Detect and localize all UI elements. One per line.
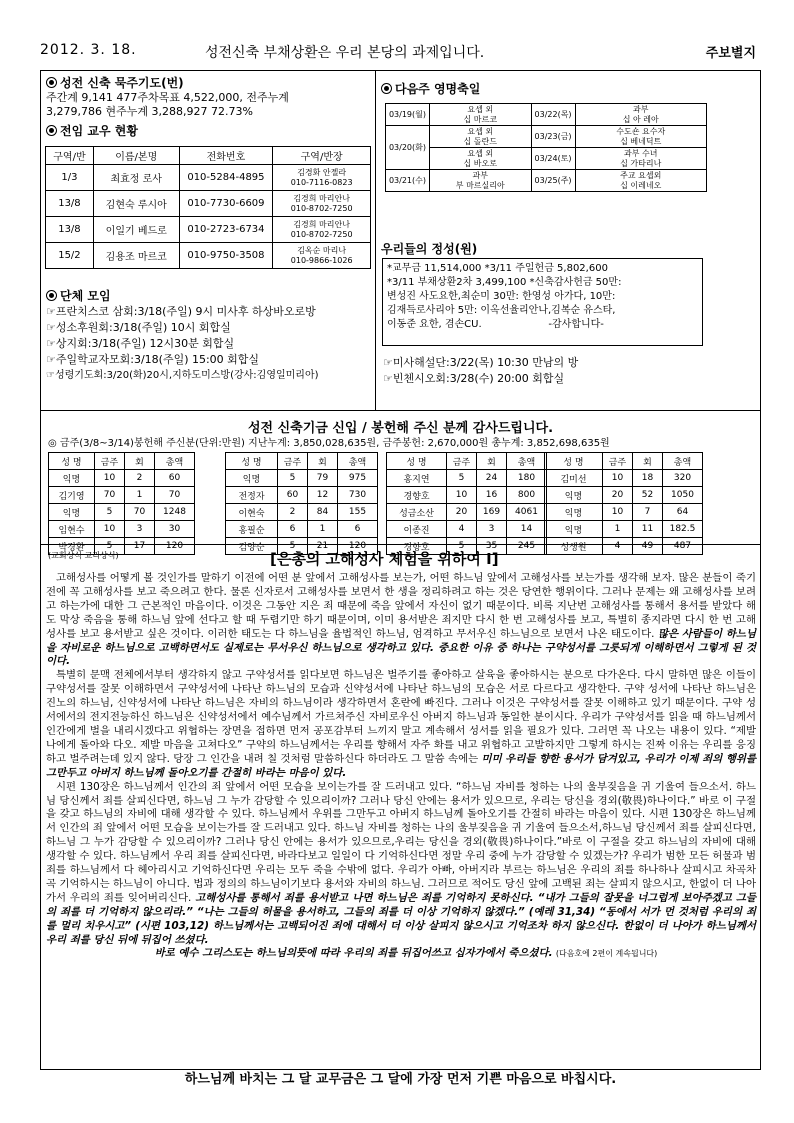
cell-phone: 010-5284-4895 (179, 165, 273, 191)
feast-date: 03/25(주) (531, 170, 575, 192)
table-cell: 1 (603, 521, 633, 538)
fund-table (225, 452, 378, 555)
col-header: 전화번호 (179, 147, 273, 165)
fund-table (544, 452, 703, 555)
table-cell: 4 (447, 521, 477, 538)
table-cell: 6 (338, 521, 378, 538)
feast-names: 과부 부 마르실리아 (429, 170, 531, 192)
offering-section (381, 240, 700, 257)
cell-phone: 010-9750-3508 (179, 243, 273, 269)
bulletin-tag: 주보별지 (705, 46, 756, 61)
table-row (545, 470, 703, 487)
table-cell: 79 (308, 470, 338, 487)
col-header: 금주 (447, 453, 477, 470)
table-row (386, 170, 707, 192)
col-header: 구역/반장 (273, 147, 371, 165)
table-cell: 70 (155, 487, 195, 504)
table-row (387, 521, 547, 538)
table-cell: 익명 (49, 470, 95, 487)
prayer-line-1: 주간계 9,141 477주차목표 4,522,000, 전주누계 (46, 91, 289, 104)
table-row (46, 191, 371, 217)
article-last-line: 바로 예수 그리스도는 하느님의뜻에 따라 우리의 죄를 뒤집어쓰고 십자가에서 죽으셨다. (다음호에 2편이 계속됩니다) (154, 947, 658, 960)
table-cell: 24 (477, 470, 507, 487)
table-row (46, 217, 371, 243)
col-header: 총액 (338, 453, 378, 470)
list-item: ☞성소후원회:3/18(주일) 10시 회합실 (46, 321, 231, 334)
feast-date: 03/20(화) (386, 126, 430, 170)
table-cell: 12 (308, 487, 338, 504)
pastors-table (45, 146, 371, 269)
table-cell: 120 (155, 538, 195, 555)
cell-leader: 김경화 안젤라 010-7116-0823 (273, 165, 371, 191)
table-cell: 5 (95, 504, 125, 521)
table-row (386, 148, 707, 170)
table-cell: 17 (125, 538, 155, 555)
col-header: 이름/본명 (93, 147, 179, 165)
cell-leader: 김옥순 마리나 010-9866-1026 (273, 243, 371, 269)
offering-title: 우리들의 정성(원) (381, 242, 478, 256)
table-row (49, 521, 195, 538)
column-divider (375, 70, 376, 410)
table-row (545, 504, 703, 521)
col-header: 총액 (663, 453, 703, 470)
cell-area: 1/3 (46, 165, 94, 191)
fund-title: 성전 신축기금 신입 / 봉헌해 주신 분께 감사드립니다. (247, 421, 554, 436)
table-row (387, 504, 547, 521)
table-cell: 4 (603, 538, 633, 555)
table-cell: 800 (507, 487, 547, 504)
cell-area: 13/8 (46, 191, 94, 217)
fund-table (386, 452, 547, 555)
feast-date: 03/23(금) (531, 126, 575, 148)
table-cell: 성생원 (545, 538, 603, 555)
table-cell: 18 (633, 470, 663, 487)
col-header: 회 (477, 453, 507, 470)
table-row (545, 538, 703, 555)
table-header-row (387, 453, 547, 470)
offering-line: *3/11 부채상환2차 3,499,100 *신축감사헌금 50만: (387, 277, 622, 288)
table-cell: 1 (308, 521, 338, 538)
table-cell: 경향호 (387, 538, 447, 555)
table-cell: 김기영 (49, 487, 95, 504)
col-header: 성 명 (387, 453, 447, 470)
table-cell: 49 (633, 538, 663, 555)
bullet-icon (46, 290, 57, 301)
table-cell: 익명 (545, 487, 603, 504)
table-cell: 1050 (663, 487, 703, 504)
table-cell: 10 (447, 487, 477, 504)
feast-date: 03/21(수) (386, 170, 430, 192)
table-cell: 전정자 (226, 487, 278, 504)
table-cell: 5 (447, 470, 477, 487)
offering-box (382, 258, 703, 346)
cell-leader: 김경희 마리안나 010-8702-7250 (273, 217, 371, 243)
table-cell: 70 (95, 487, 125, 504)
footer-slogan: 하느님께 바치는 그 달 교무금은 그 달에 가장 먼저 기쁜 마음으로 바칩시다. (184, 1072, 617, 1087)
list-item: ☞주일학교자모회:3/18(주일) 15:00 회합실 (46, 353, 260, 366)
table-cell: 성금소산 (387, 504, 447, 521)
table-cell: 180 (507, 470, 547, 487)
table-cell: 30 (155, 521, 195, 538)
table-header-row (545, 453, 703, 470)
col-header: 성 명 (49, 453, 95, 470)
list-item: ☞상지회:3/18(주일) 12시30분 회합실 (46, 337, 235, 350)
feast-date: 03/19(월) (386, 104, 430, 126)
feast-names: 수도숀 요수자 십 베네딕트 (575, 126, 706, 148)
table-cell: 5 (447, 538, 477, 555)
table-row (545, 521, 703, 538)
table-cell: 익명 (49, 504, 95, 521)
table-header-row (49, 453, 195, 470)
feast-names: 요셉 외 십 마르코 (429, 104, 531, 126)
prayer-section (46, 74, 372, 139)
table-cell: 16 (477, 487, 507, 504)
col-header: 금주 (603, 453, 633, 470)
col-header: 총액 (507, 453, 547, 470)
table-cell: 84 (308, 504, 338, 521)
table-cell: 이종진 (387, 521, 447, 538)
table-row (386, 126, 707, 148)
col-header: 성 명 (545, 453, 603, 470)
feast-names: 주교 요셉외 십 이레네오 (575, 170, 706, 192)
table-cell: 익명 (545, 504, 603, 521)
table-cell: 52 (633, 487, 663, 504)
feast-date: 03/22(목) (531, 104, 575, 126)
table-cell: 64 (663, 504, 703, 521)
table-row (387, 470, 547, 487)
table-row (49, 504, 195, 521)
table-cell: 10 (95, 521, 125, 538)
bullet-icon (46, 77, 57, 88)
table-cell: 155 (338, 504, 378, 521)
table-cell: 169 (477, 504, 507, 521)
col-header: 회 (633, 453, 663, 470)
table-cell: 익명 (226, 470, 278, 487)
table-cell: 1248 (155, 504, 195, 521)
feast-names: 요셉 외 십 바오로 (429, 148, 531, 170)
col-header: 회 (308, 453, 338, 470)
section-divider-top (40, 410, 761, 411)
table-cell: 60 (278, 487, 308, 504)
table-cell: 20 (603, 487, 633, 504)
table-cell: 320 (663, 470, 703, 487)
article-title: [은총의 고해성사 체험을 위하여 I] (270, 550, 499, 568)
cell-name: 김용조 마르코 (93, 243, 179, 269)
prayer-line-2: 3,279,786 현주누계 3,288,927 72.73% (46, 105, 253, 118)
groups-section (46, 287, 372, 384)
table-row (46, 165, 371, 191)
table-header-row (226, 453, 378, 470)
cell-area: 13/8 (46, 217, 94, 243)
bulletin-motto: 성전신축 부채상환은 우리 본당의 과제입니다. (205, 45, 485, 61)
cell-name: 이일기 베드로 (93, 217, 179, 243)
table-cell: 2 (278, 504, 308, 521)
article-paragraph: 시편 130장은 하느님께서 인간의 죄 앞에서 어떤 모습을 보이는가를 잘 드러내고 있다. “하느님 자비를 청하는 나의 울부짖음을 귀 기울여 들으소서. 하느님 당신께서 죄를 살피신다면, 하느님 그 누가 감당할 수 있으리이까? 그러나 당신 안에는 용서가 있으므로, 우리는 당신을 경외(敬畏)하나이다.” 바로 이 구절을 갖고 하느님의 자비에 대해 생각할 수 있다. 하느님께서 우위를 그만두고 아버지 하느님께 돌아오기를 간절히 바라는 마음이 있다. 시편 130장은 하느님께서 인간의 죄 앞에서 어떤 모습을 보이는가를 잘 드러내고 있다. 하느님 자비를 청하는 나의 울부짖음을 귀 기울여 들으소서,하느님 당신께서 죄를 살피신다면, 하느님 그 누가 감당할 수 있으리이까? 그러나 당신 안에는 용서가 있으므로,우리는 당신을 경외(敬畏)하나이다.”바로 이 구절을 갖고 하느님의 자비에 대해 생각할 수 있다. 하느님께서 우리 죄를 살피신다면, 바라다보고 일일이 다 기억하신다면 정말 우리 중에 누가 감당할 수 있겠는가? 우리가 범한 모든 허물과 범죄를 하느님께서 다 헤아리시고 기억하신다면 우리는 모두 죽을 수밖에 없다. 우리가 아빠, 아버지라 부르는 하느님은 우리의 죄를 하나하나 살피시고 차곡차곡 기억하시는 하느님이 아니다. 법과 정의의 하느님이기보다 용서와 자비의 하느님. 그러므로 적어도 당신 앞에 고백된 죄는 살피지 않으시고, 한없이 더 나아가서 우리의 죄를 잊어버리신다. 고해성사를 통해서 죄를 용서받고 나면 하느님은 죄를 기억하지 못하신다. “내가 그들의 잘못을 너그럽게 보아주겠고 그들의 죄를 더 기억하지 않으리라.” “나는 그들의 허물을 용서하고, 그들의 죄를 더 이상 기억하지 않겠다.” (예레 31,34) “동에서 서가 먼 것처럼 우리의 죄를 멀리 치우시고” (시편 103,12) 하느님께서는 고백되어진 죄에 대해서 더 이상 살피지 않으시고 기억조차 하지 않으신다. 한없이 더 나아가 하느님께서 우리 죄를 당신 뒤에 뒤집어 쓰셨다. (46, 780, 756, 946)
table-cell: 박경환 (49, 538, 95, 555)
table-cell: 김양순 (226, 538, 278, 555)
bullet-icon (46, 125, 57, 136)
table-cell: 14 (507, 521, 547, 538)
table-cell: 홍지연 (387, 470, 447, 487)
table-cell: 익명 (545, 521, 603, 538)
col-header: 성 명 (226, 453, 278, 470)
table-cell: 11 (633, 521, 663, 538)
table-cell: 7 (633, 504, 663, 521)
article-paragraph: 고해성사를 어떻게 볼 것인가를 말하기 이전에 어떤 분 앞에서 고해성사를 보는가, 어떤 하느님 앞에서 고해성사를 보는가를 생각해 보자. 많은 분들이 죽기 전에 꼭 고해성사를 보고 죽으려고 한다. 물론 신자로서 고해성사를 보면서 한 생을 정리하려고 하는 것은 당연한 행위이다. 그러나 문제는 왜 고해성사를 보려고 하는가에 대한 그 근본적인 마음이다. 이것은 그동안 지은 죄 때문에 죽음 앞에서 자신이 없기 때문이다. 비록 지난번 고해성사를 통해서 용서를 받았다 해도 막상 죽음을 통해 하느님 앞에 선다고 할 때 두렵기만 하기 때문이며, 이미 용서받은 죄지만 다시 한 번 고해성사를 보고, 특별히 종지라면 다시 한 번 고해성사를 보고 용서받고 싶은 것이다. 이러한 태도는 다 하느님을 율법적인 하느님, 엄격하고 무서우신 하느님으로 보면서 나온 태도이다. 많은 사람들이 하느님을 자비로운 하느님으로 고백하면서도 실제로는 무서우신 하느님으로 생각하고 있다. 중요한 이유 중 하나는 구약성서를 그릇되게 이해하면서 그렇게 된 것이다. (46, 572, 756, 668)
table-cell: 70 (125, 504, 155, 521)
table-cell: 10 (603, 504, 633, 521)
table-cell: 경향호 (387, 487, 447, 504)
feast-table (385, 103, 707, 192)
table-row (226, 521, 378, 538)
table-row (387, 487, 547, 504)
cell-name: 김현숙 루시아 (93, 191, 179, 217)
table-row (49, 470, 195, 487)
ordination-section (381, 80, 755, 97)
table-cell: 1 (125, 487, 155, 504)
cell-leader: 김경희 마리안나 010-8702-7250 (273, 191, 371, 217)
table-cell: 홍필순 (226, 521, 278, 538)
table-cell: 20 (447, 504, 477, 521)
table-cell: 730 (338, 487, 378, 504)
table-cell: 5 (278, 470, 308, 487)
list-item: ☞프란치스코 삼회:3/18(주일) 9시 미사후 하상바오로방 (46, 305, 316, 318)
ordination-title: 다음주 영명축일 (395, 82, 481, 96)
list-item: ☞성령기도회:3/20(화)20시,지하도미스방(강사:김영일미리아) (46, 370, 319, 381)
table-cell: 임현수 (49, 521, 95, 538)
table-row (545, 487, 703, 504)
fund-table (48, 452, 195, 555)
prayer-title: 성전 신축 묵주기도(번) (60, 76, 184, 90)
offering-line: 이동준 요한, 겸손CU. -감사합니다- (387, 319, 604, 330)
table-cell: 4061 (507, 504, 547, 521)
offering-line: 변성진 사도요한,최순미 30만: 한영성 아가다, 10만: (387, 291, 616, 302)
feast-names: 과부 십 아 레아 (575, 104, 706, 126)
table-cell: 5 (278, 538, 308, 555)
table-row (226, 470, 378, 487)
cell-phone: 010-2723-6734 (179, 217, 273, 243)
table-cell: 10 (603, 470, 633, 487)
feast-names: 과부 수녀 십 가타리나 (575, 148, 706, 170)
col-header: 회 (125, 453, 155, 470)
table-cell: 120 (338, 538, 378, 555)
table-cell: 60 (155, 470, 195, 487)
schedule-list (383, 355, 578, 387)
table-cell: 6 (278, 521, 308, 538)
table-cell: 245 (507, 538, 547, 555)
table-cell: 35 (477, 538, 507, 555)
table-row (226, 504, 378, 521)
table-cell: 3 (477, 521, 507, 538)
table-cell: 2 (125, 470, 155, 487)
article-body (46, 572, 756, 961)
col-header: 금주 (95, 453, 125, 470)
bullet-icon (381, 83, 392, 94)
cell-area: 15/2 (46, 243, 94, 269)
table-row (226, 487, 378, 504)
pastors-title: 전임 교우 현황 (60, 124, 138, 138)
cell-name: 최효정 로사 (93, 165, 179, 191)
article-label: (교회상식 교리상식) (48, 551, 119, 560)
table-cell: 487 (663, 538, 703, 555)
table-cell: 10 (95, 470, 125, 487)
bulletin-header (40, 40, 760, 62)
offering-line: 김재득로사리아 5만: 이옥선율리안나,김복순 유스타, (387, 305, 616, 316)
table-row (49, 487, 195, 504)
offering-line: *교무금 11,514,000 *3/11 주일헌금 5,802,600 (387, 263, 608, 274)
table-cell: 3 (125, 521, 155, 538)
table-cell: 이현숙 (226, 504, 278, 521)
list-item: ☞미사해설단:3/22(목) 10:30 만남의 방 (383, 356, 579, 369)
groups-title: 단체 모임 (60, 289, 111, 303)
col-header: 총액 (155, 453, 195, 470)
feast-date: 03/24(토) (531, 148, 575, 170)
col-header: 금주 (278, 453, 308, 470)
table-cell: 182.5 (663, 521, 703, 538)
feast-names: 요셉 외 십 돌란드 (429, 126, 531, 148)
table-row (46, 243, 371, 269)
table-cell: 5 (95, 538, 125, 555)
list-item: ☞빈첸시오회:3/28(수) 20:00 회합실 (383, 372, 565, 385)
col-header: 구역/반 (46, 147, 94, 165)
fund-summary: ◎ 금주(3/8~3/14)봉헌해 주신분(단위:만원) 지난누계: 3,850,028,635원, 금주봉헌: 2,670,000원 총누계: 3,852,698,635원 (48, 438, 610, 449)
cell-phone: 010-7730-6609 (179, 191, 273, 217)
article-paragraph: 특별히 문맥 전체에서부터 생각하지 않고 구약성서를 읽다보면 하느님은 벌주기를 좋아하고 살육을 좋아하시는 분으로 다가온다. 다시 말하면 많은 이들이 구약성서를 잘못 이해하면서 구약성서에 나타난 하느님의 모습과 신약성서에 나타난 하느님의 모습은 서로 다르다고 생각한다. 구약 성서에 나타난 하느님은 진노의 하느님, 신약성서에 나타난 하느님은 자비의 하느님이라 생각하면서 혼란에 빠진다. 그러나 이것은 구약성서를 잘못 이해하고 있기 때문이다. 구약 성서에서의 전지전능하신 하느님은 신약성서에서 예수님께서 가르쳐주신 자비로우신 아버지 하느님과 동일한 분이시다. 우리가 구약성서를 읽을 때 하느님께서 인간에게 벌을 내리시겠다고 위협하는 장면을 접하면 먼저 공포감부터 느끼지 말고 계속해서 성서를 읽을 필요가 있다. 그러면 꼭 나오는 내용이 있다. “제발 나에게 돌아와 다오. 제발 마음을 고쳐다오” 구약의 하느님께서는 우리를 향해서 자주 화를 내고 위협하고 고발하지만 그렇게 하시는 진짜 이유는 우리를 응징하고 벌주려는데 있지 않다. 당장 그 인간을 내려 칠 것처럼 말씀하신다 하더라도 그 말씀 속에는 미미 우리들 향한 용서가 담겨있고, 우리가 이제 죄의 행위를 그만두고 아버지 하느님께 돌아오기를 간절히 바라는 마음이 있다. (46, 669, 756, 779)
table-cell: 21 (308, 538, 338, 555)
table-header-row (46, 147, 371, 165)
table-cell: 김미선 (545, 470, 603, 487)
bulletin-date: 2012. 3. 18. (40, 42, 137, 58)
table-cell: 975 (338, 470, 378, 487)
table-row (386, 104, 707, 126)
